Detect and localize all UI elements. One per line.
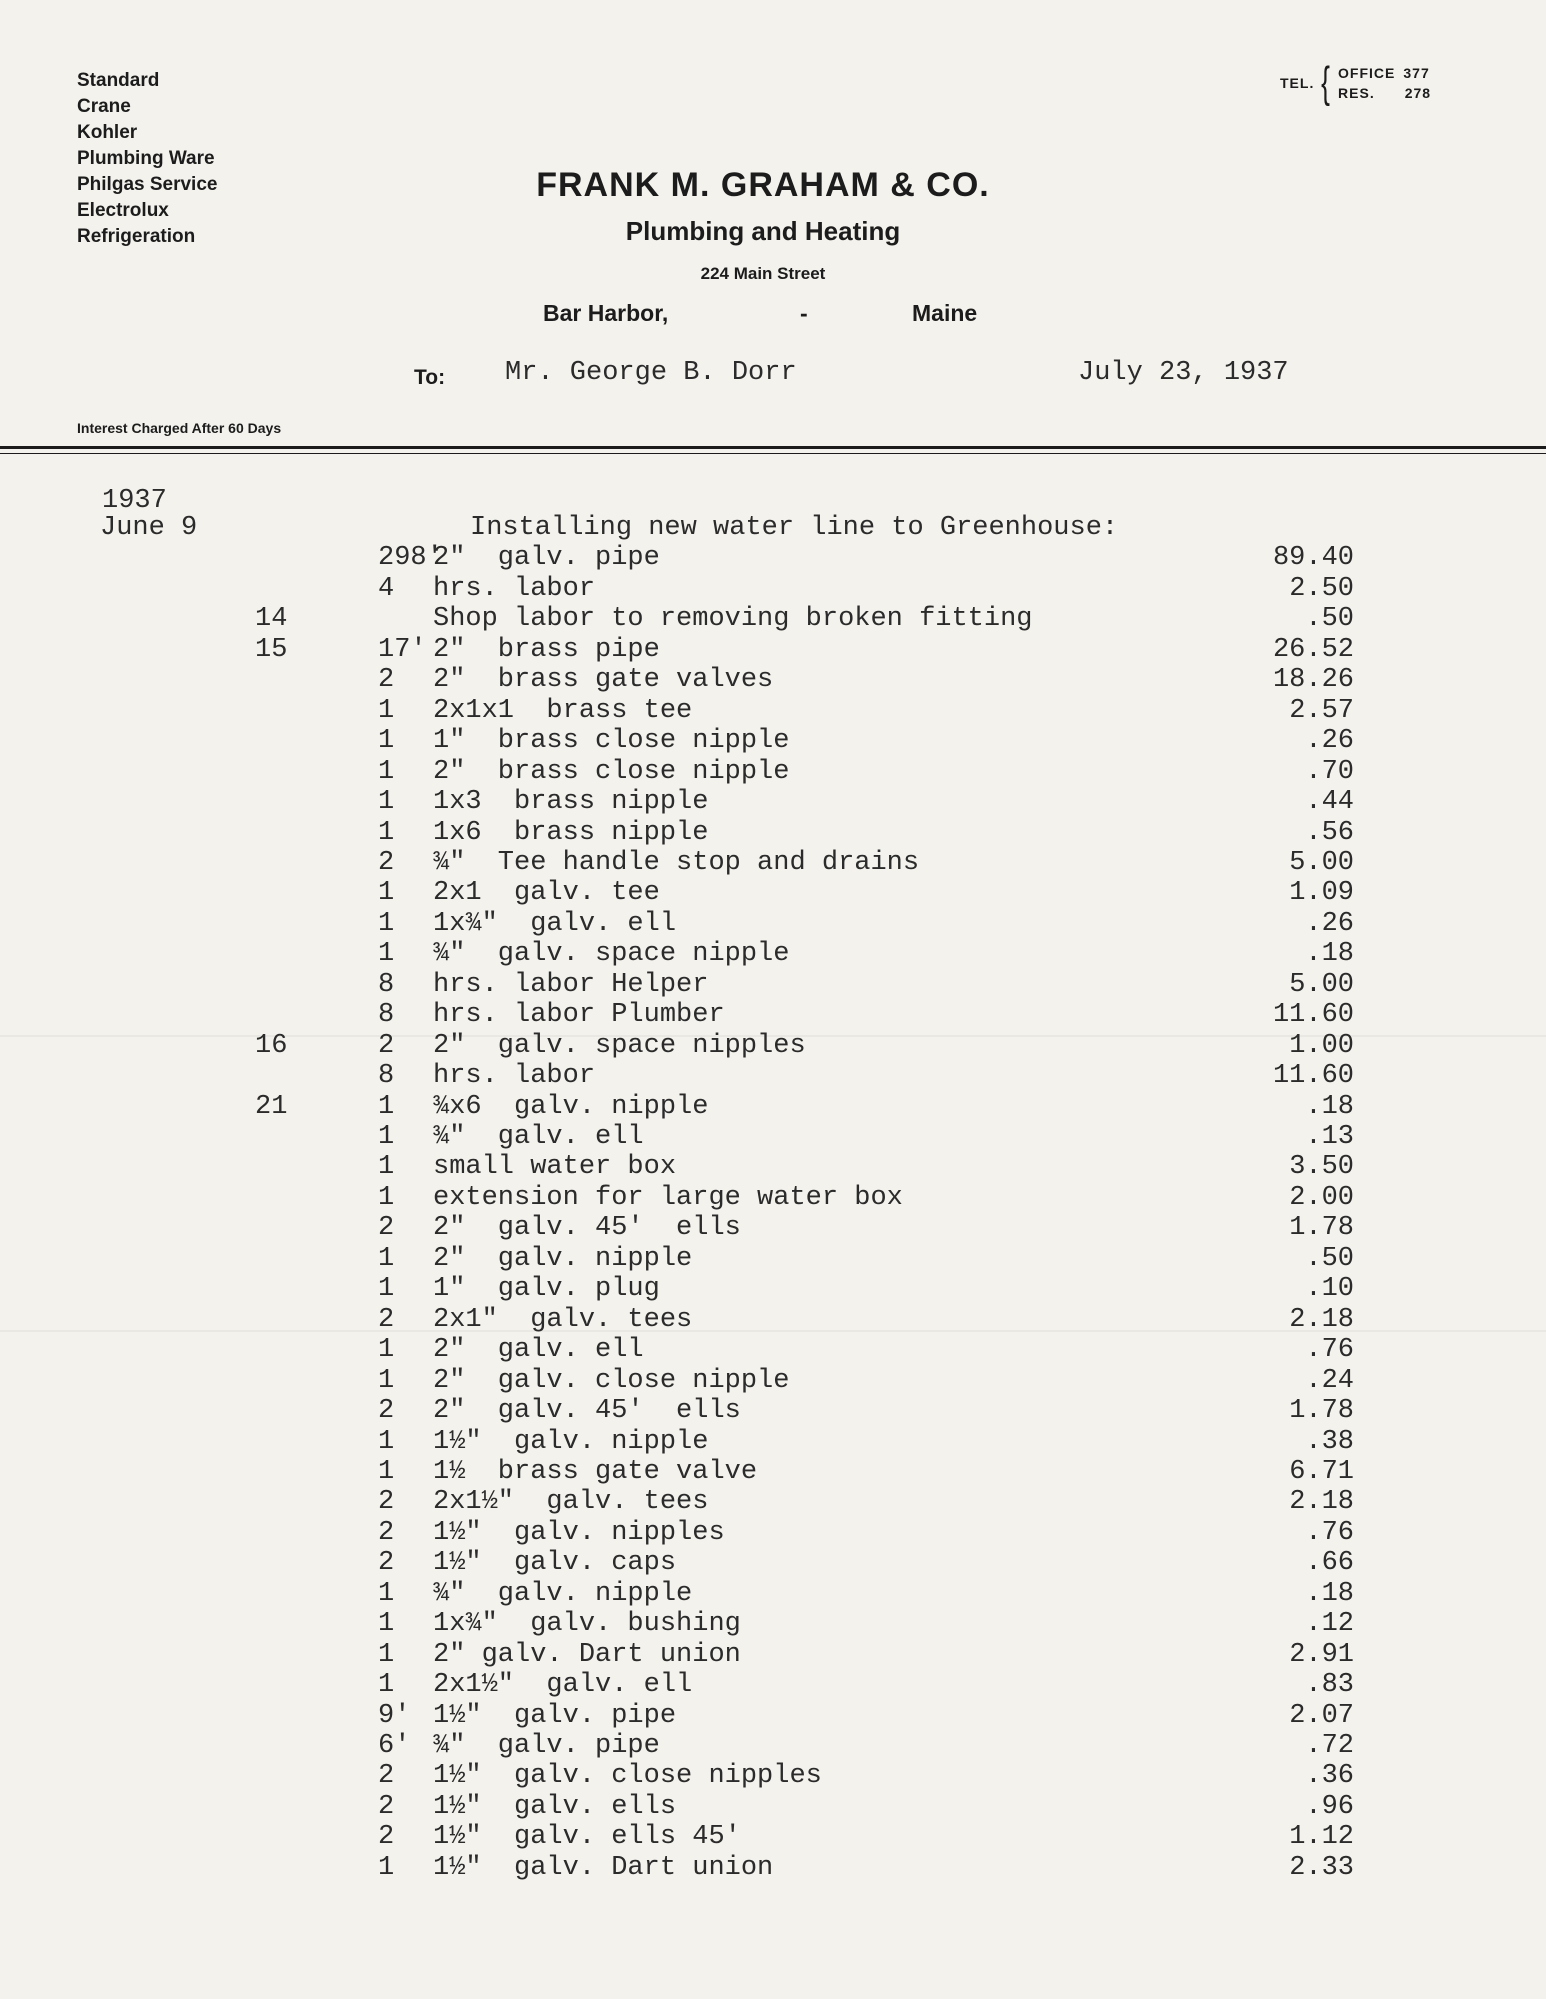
item-quantity: 2 — [378, 1517, 395, 1548]
res-label: RES. — [1338, 85, 1375, 101]
res-number: 278 — [1404, 85, 1432, 101]
item-description: small water box — [433, 1152, 677, 1183]
line-item — [0, 1487, 1546, 1517]
item-quantity: 1 — [378, 1122, 395, 1152]
item-quantity: 1 — [378, 1091, 395, 1122]
line-item — [0, 1853, 1546, 1883]
item-description: ¾" Tee handle stop and drains — [433, 847, 920, 878]
item-description: 1½" galv. Dart union — [433, 1852, 774, 1883]
item-amount: 1.78 — [1289, 1396, 1354, 1427]
item-description: 2x1 galv. tee — [433, 878, 660, 909]
invoice-date: July 23, 1937 — [1078, 358, 1289, 388]
item-quantity: 2 — [378, 1487, 395, 1518]
line-item — [0, 1183, 1546, 1213]
item-amount: 11.60 — [1272, 1000, 1354, 1031]
item-quantity: 8 — [378, 969, 395, 1000]
item-amount: 26.52 — [1272, 634, 1354, 665]
item-month-date: June 9 — [100, 513, 198, 543]
item-quantity: 1 — [378, 1609, 395, 1640]
office-number: 377 — [1403, 65, 1430, 81]
item-description: hrs. labor — [433, 573, 596, 604]
to-label: To: — [414, 366, 446, 389]
item-amount: 5.00 — [1289, 969, 1354, 1000]
line-item — [0, 878, 1546, 908]
telephone-block — [1280, 58, 1432, 107]
item-description: 1½" galv. close nipples — [433, 1761, 822, 1792]
item-description: 1x¾" galv. bushing — [433, 1609, 741, 1640]
item-quantity: 2 — [378, 1791, 395, 1822]
line-item — [0, 1274, 1546, 1304]
item-amount: 5.00 — [1289, 847, 1354, 878]
item-quantity: 1 — [378, 939, 395, 970]
item-amount: .83 — [1305, 1670, 1354, 1701]
item-description: 2" galv. ell — [433, 1335, 644, 1366]
item-description: 2" galv. 45' ells — [433, 1213, 741, 1244]
line-item — [0, 909, 1546, 939]
item-quantity: 1 — [378, 1365, 395, 1396]
item-quantity: 2 — [378, 1396, 395, 1427]
item-amount: 1.09 — [1289, 878, 1354, 909]
item-amount: .36 — [1305, 1761, 1354, 1792]
item-amount: 6.71 — [1289, 1456, 1354, 1487]
item-description: 2" galv. 45' ells — [433, 1396, 741, 1427]
line-item — [0, 1061, 1546, 1091]
item-quantity: 1 — [378, 726, 395, 757]
line-item — [0, 1000, 1546, 1030]
item-quantity: 2 — [378, 1822, 395, 1853]
line-item — [0, 848, 1546, 878]
item-description: 1½" galv. nipple — [433, 1426, 709, 1457]
item-quantity: 8 — [378, 1000, 395, 1031]
item-description: extension for large water box — [433, 1182, 903, 1213]
item-quantity: 8 — [378, 1061, 395, 1092]
item-amount: 2.18 — [1289, 1487, 1354, 1518]
item-description: hrs. labor — [433, 1061, 596, 1092]
item-amount: .10 — [1305, 1274, 1354, 1305]
item-amount: .76 — [1305, 1517, 1354, 1548]
line-item — [0, 757, 1546, 787]
item-description: 1x3 brass nipple — [433, 787, 709, 818]
item-quantity: 1 — [378, 1182, 395, 1213]
item-amount: 1.12 — [1289, 1822, 1354, 1853]
item-description: 2x1½" galv. tees — [433, 1487, 709, 1518]
line-item — [0, 1731, 1546, 1761]
item-quantity: 1 — [378, 1152, 395, 1183]
line-item — [0, 1670, 1546, 1700]
item-amount: 89.40 — [1272, 543, 1354, 574]
line-item — [0, 1335, 1546, 1365]
item-quantity: 1 — [378, 1639, 395, 1670]
city-dash: - — [800, 300, 808, 326]
item-quantity: 2 — [378, 1304, 395, 1335]
line-item — [0, 1701, 1546, 1731]
item-amount: 18.26 — [1272, 665, 1354, 696]
item-amount: .26 — [1305, 908, 1354, 939]
line-item — [0, 696, 1546, 726]
item-description: ¾" galv. nipple — [433, 1578, 693, 1609]
line-item — [0, 665, 1546, 695]
line-item — [0, 1548, 1546, 1578]
item-quantity: 1 — [378, 908, 395, 939]
brand-item: Kohler — [77, 122, 138, 143]
item-amount: 2.91 — [1289, 1639, 1354, 1670]
item-description: 2" brass close nipple — [433, 756, 790, 787]
line-item — [0, 1427, 1546, 1457]
line-item — [0, 726, 1546, 756]
line-item — [0, 1518, 1546, 1548]
line-item — [0, 1579, 1546, 1609]
line-item — [0, 1152, 1546, 1182]
company-subtitle: Plumbing and Heating — [625, 216, 901, 246]
line-item — [0, 1822, 1546, 1852]
item-description: Installing new water line to Greenhouse: — [470, 513, 1119, 543]
item-description: 2" galv. Dart union — [433, 1639, 741, 1670]
company-name: FRANK M. GRAHAM & CO. — [536, 166, 990, 204]
interest-notice: Interest Charged After 60 Days — [77, 420, 282, 436]
item-amount: .76 — [1305, 1335, 1354, 1366]
item-amount: 3.50 — [1289, 1152, 1354, 1183]
line-item — [0, 1640, 1546, 1670]
item-quantity: 2 — [378, 1761, 395, 1792]
line-item — [0, 635, 1546, 665]
line-item — [0, 604, 1546, 634]
item-amount: .50 — [1305, 1243, 1354, 1274]
line-item — [0, 970, 1546, 1000]
item-quantity: 17' — [378, 634, 427, 665]
line-item — [0, 1396, 1546, 1426]
line-item — [0, 1031, 1546, 1061]
line-item — [0, 1213, 1546, 1243]
item-quantity: 1 — [378, 1426, 395, 1457]
item-description: 2" galv. close nipple — [433, 1365, 790, 1396]
item-description: 2x1x1 brass tee — [433, 695, 693, 726]
company-street: 224 Main Street — [700, 264, 826, 283]
item-quantity: 1 — [378, 1456, 395, 1487]
item-description: 2x1" galv. tees — [433, 1304, 693, 1335]
line-item — [0, 1457, 1546, 1487]
item-quantity: 2 — [378, 665, 395, 696]
item-quantity: 1 — [378, 1243, 395, 1274]
line-item — [0, 1609, 1546, 1639]
item-description: 1" galv. plug — [433, 1274, 660, 1305]
item-description: 2" brass gate valves — [433, 665, 774, 696]
item-quantity: 1 — [378, 1578, 395, 1609]
item-amount: 2.50 — [1289, 573, 1354, 604]
item-quantity: 6' — [378, 1731, 411, 1761]
item-day: 21 — [255, 1091, 288, 1122]
item-day: 15 — [255, 634, 288, 665]
item-description: hrs. labor Helper — [433, 969, 709, 1000]
line-item — [0, 513, 1546, 543]
item-amount: .70 — [1305, 756, 1354, 787]
company-state: Maine — [912, 300, 978, 326]
bill-year: 1937 — [102, 486, 167, 516]
item-quantity: 1 — [378, 817, 395, 848]
item-amount: .56 — [1305, 817, 1354, 848]
line-item — [0, 543, 1546, 573]
item-description: ¾x6 galv. nipple — [433, 1091, 709, 1122]
item-quantity: 1 — [378, 1335, 395, 1366]
item-description: ¾" galv. space nipple — [433, 939, 790, 970]
item-quantity: 2 — [378, 1548, 395, 1579]
item-amount: 11.60 — [1272, 1061, 1354, 1092]
item-amount: .18 — [1305, 1578, 1354, 1609]
item-amount: 2.57 — [1289, 695, 1354, 726]
item-quantity: 2 — [378, 1030, 395, 1061]
item-description: 1½" galv. pipe — [433, 1700, 677, 1731]
item-quantity: 2 — [378, 847, 395, 878]
recipient-name: Mr. George B. Dorr — [505, 358, 797, 388]
line-item — [0, 1244, 1546, 1274]
item-quantity: 4 — [378, 573, 395, 604]
brand-item: Philgas Service — [77, 174, 218, 195]
item-description: 1½" galv. nipples — [433, 1517, 725, 1548]
item-quantity: 9' — [378, 1700, 411, 1731]
item-quantity: 2 — [378, 1213, 395, 1244]
item-amount: .24 — [1305, 1365, 1354, 1396]
item-quantity: 1 — [378, 756, 395, 787]
item-amount: 2.18 — [1289, 1304, 1354, 1335]
item-description: ¾" galv. pipe — [433, 1731, 660, 1761]
item-quantity: 298' — [378, 543, 443, 574]
item-description: 1½ brass gate valve — [433, 1456, 758, 1487]
item-description: 2" galv. nipple — [433, 1243, 693, 1274]
item-description: 1x6 brass nipple — [433, 817, 709, 848]
line-item — [0, 818, 1546, 848]
item-description: ¾" galv. ell — [433, 1122, 644, 1152]
line-item — [0, 1122, 1546, 1152]
item-description: 2x1½" galv. ell — [433, 1670, 693, 1701]
item-amount: .44 — [1305, 787, 1354, 818]
item-description: 1½" galv. ells 45' — [433, 1822, 741, 1853]
item-amount: 2.00 — [1289, 1182, 1354, 1213]
line-item — [0, 1366, 1546, 1396]
line-item — [0, 939, 1546, 969]
brace-icon: { — [1321, 58, 1331, 107]
item-amount: 1.78 — [1289, 1213, 1354, 1244]
item-amount: 2.33 — [1289, 1852, 1354, 1883]
brand-item: Refrigeration — [77, 226, 196, 247]
item-description: 2" brass pipe — [433, 634, 660, 665]
item-day: 14 — [255, 604, 288, 635]
item-amount: .50 — [1305, 604, 1354, 635]
item-quantity: 1 — [378, 1670, 395, 1701]
brand-item: Crane — [77, 96, 131, 117]
brand-item: Electrolux — [77, 200, 169, 221]
office-label: OFFICE — [1338, 65, 1396, 81]
item-description: 1x¾" galv. ell — [433, 908, 677, 939]
item-amount: .18 — [1305, 939, 1354, 970]
company-city: Bar Harbor, — [543, 300, 669, 326]
brand-item: Plumbing Ware — [77, 148, 215, 169]
header-rule — [0, 446, 1546, 449]
item-description: Shop labor to removing broken fitting — [433, 604, 1033, 635]
item-amount: .26 — [1305, 726, 1354, 757]
item-description: 1" brass close nipple — [433, 726, 790, 757]
tel-label: TEL. — [1280, 75, 1315, 91]
item-description: 2" galv. space nipples — [433, 1030, 806, 1061]
item-quantity: 1 — [378, 1274, 395, 1305]
line-item — [0, 1792, 1546, 1822]
item-amount: .96 — [1305, 1791, 1354, 1822]
item-description: 1½" galv. caps — [433, 1548, 677, 1579]
item-amount: .66 — [1305, 1548, 1354, 1579]
item-quantity: 1 — [378, 1852, 395, 1883]
item-quantity: 1 — [378, 787, 395, 818]
item-amount: .12 — [1305, 1609, 1354, 1640]
line-item — [0, 787, 1546, 817]
item-description: 2" galv. pipe — [433, 543, 660, 574]
line-item — [0, 1092, 1546, 1122]
item-amount: 1.00 — [1289, 1030, 1354, 1061]
item-amount: .18 — [1305, 1091, 1354, 1122]
header-rule-thin — [0, 453, 1546, 454]
line-item — [0, 1761, 1546, 1791]
item-quantity: 1 — [378, 878, 395, 909]
item-amount: .13 — [1305, 1122, 1354, 1152]
line-item — [0, 574, 1546, 604]
item-day: 16 — [255, 1030, 288, 1061]
brand-item: Standard — [77, 70, 160, 91]
item-description: hrs. labor Plumber — [433, 1000, 725, 1031]
item-amount: .38 — [1305, 1426, 1354, 1457]
item-description: 1½" galv. ells — [433, 1791, 677, 1822]
item-amount: .72 — [1305, 1731, 1354, 1761]
item-quantity: 1 — [378, 695, 395, 726]
line-item — [0, 1305, 1546, 1335]
item-amount: 2.07 — [1289, 1700, 1354, 1731]
